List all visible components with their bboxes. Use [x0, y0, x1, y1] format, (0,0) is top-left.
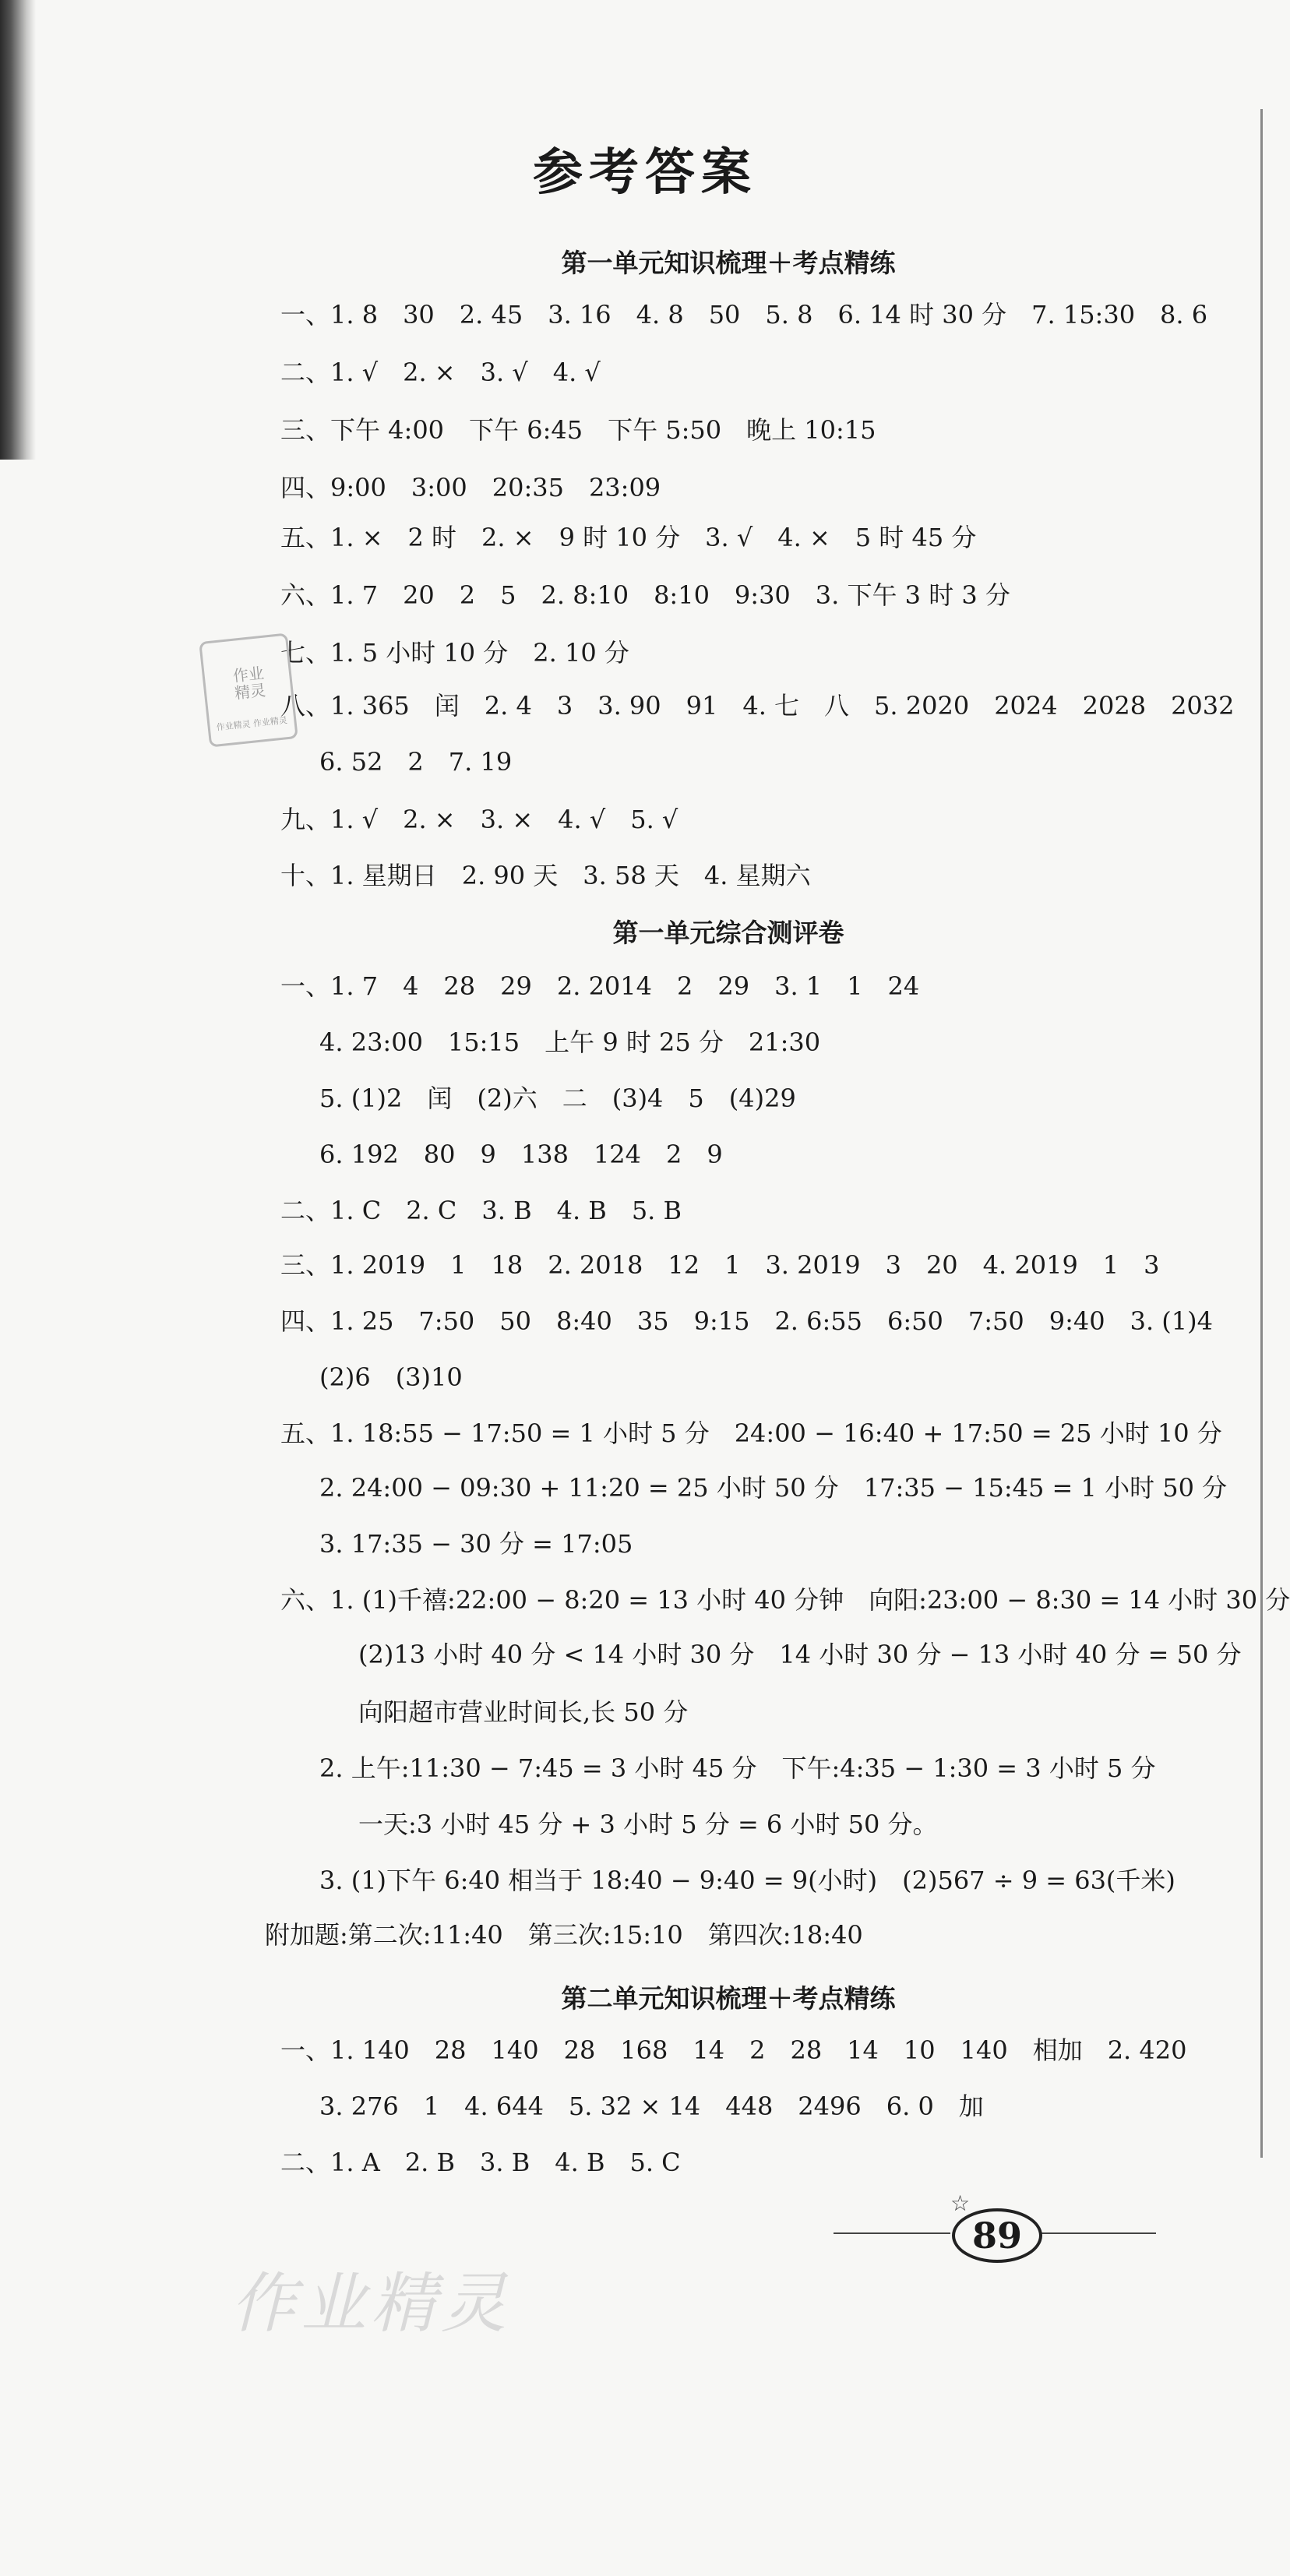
answer-line: 五、1. 18:55 − 17:50 = 1 小时 5 分 24:00 − 16:40 + 17:50 = 25 小时 10 分	[280, 1418, 1222, 1448]
answer-line: 十、1. 星期日 2. 90 天 3. 58 天 4. 星期六	[280, 861, 811, 890]
answer-line: 3. (1)下午 6:40 相当于 18:40 − 9:40 = 9(小时) (2)567 ÷ 9 = 63(千米)	[319, 1866, 1175, 1895]
answer-line: 四、9:00 3:00 20:35 23:09	[280, 473, 661, 502]
answer-line: (2)13 小时 40 分 < 14 小时 30 分 14 小时 30 分 − 13 小时 40 分 = 50 分	[358, 1640, 1242, 1669]
page-edge-shadow	[0, 0, 36, 460]
answer-line: 一、1. 140 28 140 28 168 14 2 28 14 10 140 相加 2. 420	[280, 2035, 1187, 2065]
answer-line: 三、下午 4:00 下午 6:45 下午 5:50 晚上 10:15	[280, 415, 876, 445]
answer-line: 3. 17:35 − 30 分 = 17:05	[319, 1529, 633, 1559]
answer-line: 九、1. √ 2. × 3. × 4. √ 5. √	[280, 805, 678, 834]
answer-line: 向阳超市营业时间长,长 50 分	[358, 1697, 689, 1727]
answer-line: 2. 24:00 − 09:30 + 11:20 = 25 小时 50 分 17:35 − 15:45 = 1 小时 50 分	[319, 1473, 1228, 1503]
star-icon: ☆	[950, 2190, 971, 2216]
answer-line: 3. 276 1 4. 644 5. 32 × 14 448 2496 6. 0 加	[319, 2091, 984, 2121]
answer-line: 一天:3 小时 45 分 + 3 小时 5 分 = 6 小时 50 分。	[358, 1810, 938, 1839]
answer-line: 一、1. 8 30 2. 45 3. 16 4. 8 50 5. 8 6. 14 时 30 分 7. 15:30 8. 6	[280, 300, 1208, 329]
answer-line: 5. (1)2 闰 (2)六 二 (3)4 5 (4)29	[319, 1084, 796, 1113]
answer-line: 四、1. 25 7:50 50 8:40 35 9:15 2. 6:55 6:50 7:50 9:40 3. (1)4	[280, 1306, 1213, 1336]
watermark-stamp: 作业 精灵 作业精灵 作业精灵	[199, 633, 298, 747]
answer-line: 二、1. A 2. B 3. B 4. B 5. C	[280, 2148, 681, 2177]
answer-line: 6. 52 2 7. 19	[319, 747, 513, 777]
answer-line: 三、1. 2019 1 18 2. 2018 12 1 3. 2019 3 20 4. 2019 1 3	[280, 1250, 1160, 1280]
answer-line: 八、1. 365 闰 2. 4 3 3. 90 91 4. 七 八 5. 2020 2024 2028 2032	[280, 691, 1235, 721]
flourish-left	[834, 2232, 950, 2234]
answer-line: 6. 192 80 9 138 124 2 9	[319, 1140, 723, 1169]
flourish-right	[1039, 2232, 1156, 2234]
answer-line: 六、1. 7 20 2 5 2. 8:10 8:10 9:30 3. 下午 3 时 3 分	[280, 580, 1010, 610]
section-title-3: 第二单元知识梳理＋考点精练	[561, 1983, 896, 2014]
watermark-text: 作业精灵	[231, 2265, 512, 2342]
section-title-2: 第一单元综合测评卷	[612, 918, 844, 948]
answer-line: 七、1. 5 小时 10 分 2. 10 分	[280, 638, 629, 668]
answer-line: 2. 上午:11:30 − 7:45 = 3 小时 45 分 下午:4:35 − 1:30 = 3 小时 5 分	[319, 1753, 1156, 1783]
right-margin-rule	[1260, 109, 1263, 2158]
answer-line: 二、1. √ 2. × 3. √ 4. √	[280, 358, 601, 387]
answer-line: 五、1. × 2 时 2. × 9 时 10 分 3. √ 4. × 5 时 45 分	[280, 523, 977, 552]
section-title-1: 第一单元知识梳理＋考点精练	[561, 248, 896, 278]
answer-line: 一、1. 7 4 28 29 2. 2014 2 29 3. 1 1 24	[280, 971, 920, 1001]
answer-line: 附加题:第二次:11:40 第三次:15:10 第四次:18:40	[265, 1920, 863, 1950]
answer-line: (2)6 (3)10	[319, 1362, 463, 1392]
answer-line: 4. 23:00 15:15 上午 9 时 25 分 21:30	[319, 1027, 821, 1057]
answer-line: 六、1. (1)千禧:22:00 − 8:20 = 13 小时 40 分钟 向阳:23:00 − 8:30 = 14 小时 30 分	[280, 1585, 1290, 1615]
page-title: 参考答案	[533, 143, 757, 202]
answer-line: 二、1. C 2. C 3. B 4. B 5. B	[280, 1196, 682, 1225]
page-number: 89	[952, 2208, 1042, 2263]
